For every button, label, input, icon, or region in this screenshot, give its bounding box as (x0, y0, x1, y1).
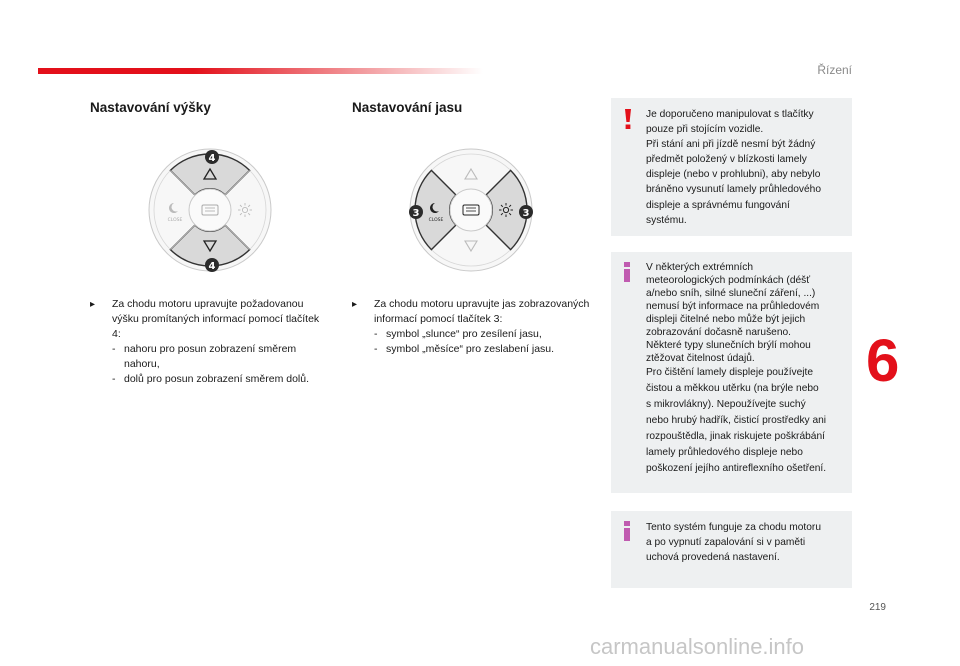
label-badge-bottom (205, 258, 219, 272)
svg-text:3: 3 (522, 208, 530, 219)
brightness-section-heading: Nastavování jasu (352, 100, 463, 115)
warning-note (611, 98, 852, 236)
height-control-diagram (145, 145, 275, 275)
height-instructions: ▸ Za chodu motoru upravujte požadovanou výšku promítaných informací pomocí tlačítek 4: - nahoru pro posun zobrazení směrem nahoru, - dolů pro posun zobrazení směrem dolů. (90, 297, 330, 387)
brightness-control-diagram (406, 145, 536, 275)
chapter-number: 6 (866, 327, 900, 394)
close-label: CLOSE (167, 218, 183, 223)
info-note-memory (611, 511, 852, 588)
bullet-icon: ▸ (90, 299, 96, 310)
height-section-heading: Nastavování výšky (90, 100, 211, 115)
page-number: 219 (869, 602, 886, 613)
height-intro: Za chodu motoru upravujte požadovanou výšku promítaných informací pomocí tlačítek 4: (112, 298, 320, 340)
brightness-item-sun: symbol „slunce“ pro zesílení jasu, (386, 328, 542, 340)
height-item-up: nahoru pro posun zobrazení směrem nahoru, (124, 343, 297, 370)
info-icon (621, 521, 633, 541)
header-accent-bar (38, 68, 483, 74)
info-note-extreme-text: V některých extrémních meteorologických podmínkách (déšť a/nebo sníh, silné sluneční záření, ...) nemusí být informace na průhledovém displeji čitelné nebo může být jejich zobrazování dočasně narušeno. Některé typy slunečních brýlí mohou ztěžovat čitelnost údajů. Pro čištění lamely displeje používejte čistou a měkkou utěrku (na brýle nebo s mikrovlákny). Nepoužívejte suchý nebo hrubý hadřík, čisticí prostředky ani rozpouštědla, jinak riskujete poškrábání lamely průhledového displeje nebo poškození jejího antireflexního ošetření. (646, 262, 827, 474)
info-note-memory-text: Tento systém funguje za chodu motoru a po vypnutí zapalování si v paměti uchová provedená nastavení. (646, 522, 821, 564)
watermark: carmanualsonline.info (590, 634, 805, 659)
bullet-icon: ▸ (352, 299, 358, 310)
svg-text:4: 4 (208, 261, 216, 272)
brightness-item-moon: symbol „měsíce“ pro zeslabení jasu. (386, 343, 555, 355)
height-item-down: dolů pro posun zobrazení směrem dolů. (124, 373, 310, 385)
info-note-extreme-conditions (611, 252, 852, 493)
svg-text:3: 3 (412, 208, 420, 219)
label-badge-top (205, 150, 219, 164)
chapter-title: Řízení (817, 63, 852, 77)
label-badge-right (519, 205, 533, 219)
info-icon (621, 262, 633, 282)
svg-text:4: 4 (208, 153, 216, 164)
close-label: CLOSE (428, 218, 444, 223)
brightness-intro: Za chodu motoru upravujte jas zobrazovaných informací pomocí tlačítek 3: (374, 298, 590, 325)
exclamation-icon (621, 108, 635, 130)
label-badge-left (409, 205, 423, 219)
brightness-instructions: ▸ Za chodu motoru upravujte jas zobrazovaných informací pomocí tlačítek 3: - symbol „slunce“ pro zesílení jasu, - symbol „měsíce“ pro zeslabení jasu. (352, 297, 602, 357)
warning-note-text: Je doporučeno manipulovat s tlačítky pouze při stojícím vozidle. Při stání ani při jízdě nesmí být žádný předmět položený v blízkosti lamely displeje (nebo v prohlubni), aby nebylo bráněno vysunutí lamely průhledového displeje a správnému fungování systému. (646, 109, 821, 226)
